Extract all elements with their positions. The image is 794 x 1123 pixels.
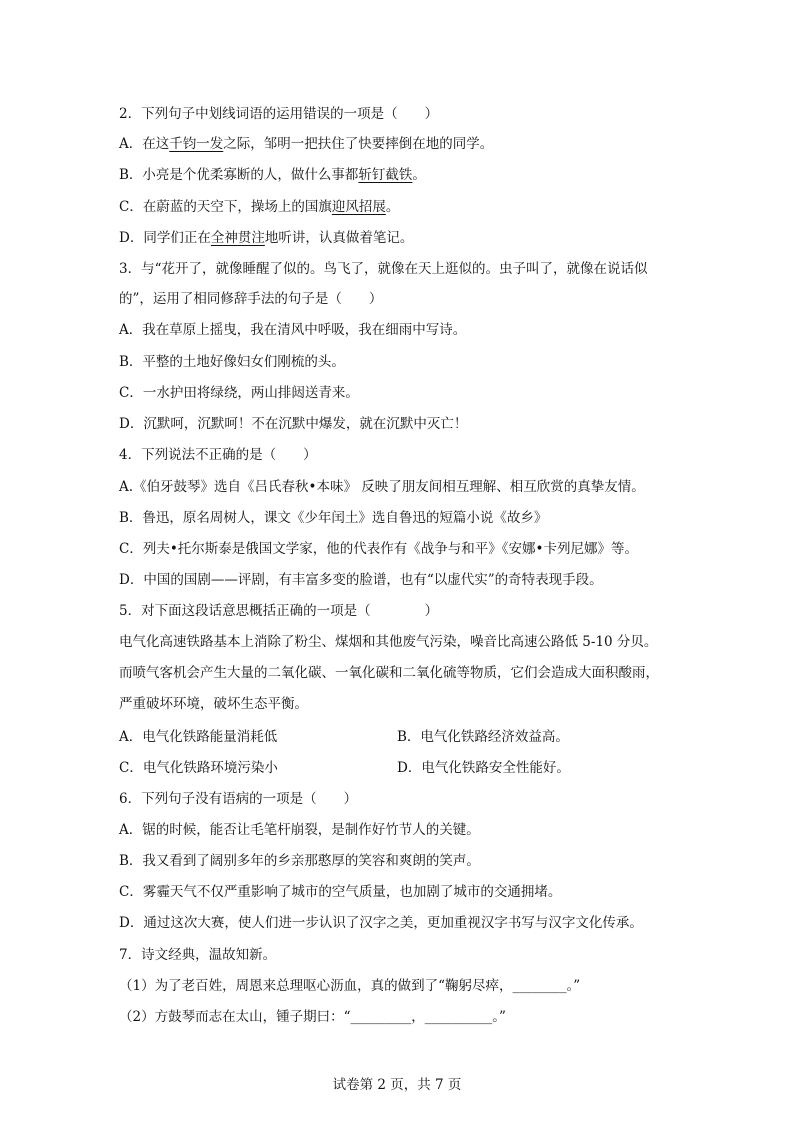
page-footer: 试卷第 2 页，共 7 页	[332, 1077, 462, 1093]
underlined-phrase: 迎风招展	[331, 199, 386, 215]
question-5-option-c: C．电气化铁路环境污染小	[119, 760, 278, 776]
question-6-stem: 6．下列句子没有语病的一项是（ ）	[119, 791, 358, 807]
question-3-stem-line-1: 3．与“花开了，就像睡醒了似的。鸟飞了，就像在天上逛似的。虫子叫了，就像在说话似	[119, 261, 648, 277]
question-7-part-1: （1）为了老百姓，周恩来总理呕心沥血，真的做到了“鞠躬尽瘁，________。”	[119, 978, 581, 994]
question-4-option-c: C．列夫•托尔斯泰是俄国文学家，他的代表作有《战争与和平》《安娜•卡列尼娜》等。	[119, 541, 639, 557]
question-3-option-a: A．我在草原上摇曳，我在清风中呼吸，我在细雨中写诗。	[119, 322, 467, 338]
question-5-option-d: D．电气化铁路安全性能好。	[397, 760, 570, 776]
question-5-options-row-1	[119, 727, 679, 747]
question-6-option-b: B．我又看到了阔别多年的乡亲那憨厚的笑容和爽朗的笑声。	[119, 853, 480, 869]
question-3-stem-line-2: 的”，运用了相同修辞手法的句子是（ ）	[119, 291, 383, 307]
question-4-option-b: B．鲁迅，原名周树人，课文《少年闰土》选自鲁迅的短篇小说《故乡》	[119, 510, 548, 526]
underlined-phrase: 斩钉截铁	[358, 167, 413, 183]
underlined-phrase: 全神贯注	[210, 230, 265, 246]
question-4-stem: 4．下列说法不正确的是（ ）	[119, 447, 317, 463]
question-4-option-a: A.《伯牙鼓琴》选自《吕氏春秋•本味》 反映了朋友间相互理解、相互欣赏的真挚友情。	[119, 479, 645, 495]
question-5-passage-line-1: 电气化高速铁路基本上消除了粉尘、煤烟和其他废气污染，噪音比高速公路低 5-10 分贝。	[119, 634, 658, 650]
question-4-option-d: D．中国的国剧——评剧，有丰富多变的脸谱，也有“以虚代实”的奇特表现手段。	[119, 572, 603, 588]
question-3-option-b: B．平整的土地好像妇女们刚梳的头。	[119, 354, 345, 370]
question-6-option-c: C．雾霾天气不仅严重影响了城市的空气质量，也加剧了城市的交通拥堵。	[119, 884, 562, 900]
underlined-phrase: 千钧一发	[169, 136, 224, 152]
question-2-stem: 2．下列句子中划线词语的运用错误的一项是（ ）	[119, 106, 439, 122]
question-5-options-row-2	[119, 758, 679, 778]
question-2-option-b: B．小亮是个优柔寡断的人，做什么事都斩钉截铁。	[119, 167, 426, 183]
question-2-option-a: A．在这千钧一发之际，邹明一把扶住了快要摔倒在地的同学。	[119, 136, 494, 152]
question-5-option-a: A．电气化铁路能量消耗低	[119, 729, 278, 745]
question-7-stem: 7．诗文经典，温故知新。	[119, 947, 277, 963]
question-3-option-d: D．沉默呵，沉默呵！不在沉默中爆发，就在沉默中灭亡！	[119, 416, 468, 432]
question-6-option-d: D．通过这次大赛，使人们进一步认识了汉字之美，更加重视汉字书写与汉字文化传承。	[119, 915, 643, 931]
question-5-passage-line-3: 严重破坏环境，破坏生态平衡。	[119, 696, 308, 712]
question-2-option-c: C．在蔚蓝的天空下，操场上的国旗迎风招展。	[119, 199, 400, 215]
question-2-option-d: D．同学们正在全神贯注地听讲，认真做着笔记。	[119, 230, 414, 246]
question-7-part-2: （2）方鼓琴而志在太山，锺子期曰：“_________，__________。”	[119, 1009, 506, 1025]
question-6-option-a: A．锯的时候，能否让毛笔杆崩裂，是制作好竹节人的关键。	[119, 822, 480, 838]
question-5-stem: 5．对下面这段话意思概括正确的一项是（ ）	[119, 603, 439, 619]
question-5-passage-line-2: 而喷气客机会产生大量的二氧化碳、一氧化碳和二氧化硫等物质，它们会造成大面积酸雨，	[119, 665, 659, 681]
question-5-option-b: B．电气化铁路经济效益高。	[397, 729, 569, 745]
question-3-option-c: C．一水护田将绿绕，两山排闼送青来。	[119, 385, 359, 401]
